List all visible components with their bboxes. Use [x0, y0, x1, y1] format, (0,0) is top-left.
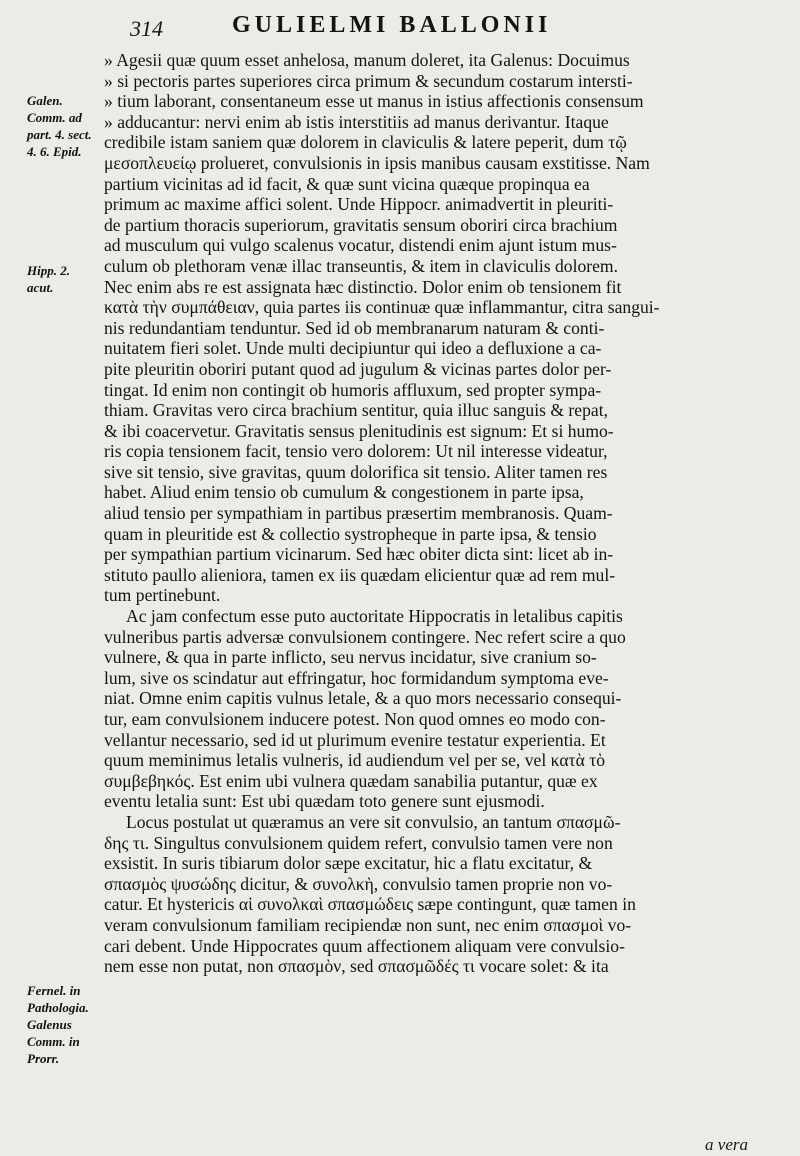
text-line: primum ac maxime affici solent. Unde Hippocr. animadvertit in pleuriti- — [104, 194, 614, 215]
text-line: quum meminimus letalis vulneris, id audiendum vel per se, vel κατὰ τὸ — [104, 750, 606, 771]
text-line: lum, sive os scindatur aut effringatur, hoc formidandum symptoma eve- — [104, 667, 609, 688]
text-line: de partium thoracis superiorum, gravitatis sensum oboriri circa brachium — [104, 214, 618, 235]
text-line: culum ob plethoram venæ illac transeuntis, & item in claviculis dolorem. — [104, 255, 619, 276]
text-line: stituto paullo alieniora, tamen ex iis quædam elicientur quæ ad rem mul- — [104, 564, 616, 585]
body-text — [104, 50, 772, 977]
text-line: » tium laborant, consentaneum esse ut manus in istius affectionis consensum — [104, 91, 644, 112]
running-head: GULIELMI BALLONII — [232, 12, 552, 38]
text-line: Locus postulat ut quæramus an vere sit convulsio, an tantum σπασμῶ- — [126, 811, 621, 832]
text-line: cari debent. Unde Hippocrates quum affectionem aliquam vere convulsio- — [104, 935, 625, 956]
text-line: δης τι. Singultus convulsionem quidem refert, convulsio tamen vere non — [104, 832, 613, 853]
text-line: nis redundantiam tenduntur. Sed id ob membranarum naturam & conti- — [104, 317, 605, 338]
text-line: eventu letalia sunt: Est ubi quædam toto genere sunt ejusmodi. — [104, 791, 545, 812]
text-line: catur. Et hystericis αἱ συνολκαὶ σπασμώδεις sæpe contingunt, quæ tamen in — [104, 894, 636, 915]
text-line: per sympathian partium vicinarum. Sed hæc obiter dicta sint: licet ab in- — [104, 544, 614, 565]
text-line: partium vicinitas ad id facit, & quæ sunt vicina quæque propinqua ea — [104, 173, 590, 194]
text-line: ad musculum qui vulgo scalenus vocatur, distendi enim ajunt istum mus- — [104, 235, 617, 256]
margin-note-hippocrates: Hipp. 2. acut. — [27, 263, 70, 295]
text-line: habet. Aliud enim tensio ob cumulum & congestionem in parte ipsa, — [104, 482, 584, 503]
text-line: tingat. Id enim non contingit ob humoris affluxum, sed propter sympa- — [104, 379, 602, 400]
text-line: exsistit. In suris tibiarum dolor sæpe excitatur, hic a flatu excitatur, & — [104, 853, 593, 874]
text-line: μεσοπλευείῳ prolueret, convulsionis in ipsis manibus causam exstitisse. Nam — [104, 152, 650, 173]
text-line: » adducantur: nervi enim ab istis interstitiis ad manus derivantur. Itaque — [104, 111, 609, 132]
text-line: σπασμὸς ψυσώδης dicitur, & συνολκὴ, convulsio tamen proprie non vo- — [104, 873, 613, 894]
text-line: quam in pleuritide est & collectio systropheque in parte ipsa, & tensio — [104, 523, 597, 544]
text-line: » si pectoris partes superiores circa primum & secundum costarum intersti- — [104, 70, 633, 91]
text-line: veram convulsionum familiam recipiendæ non sunt, nec enim σπασμοὶ vo- — [104, 914, 632, 935]
page-number: 314 — [130, 16, 163, 41]
text-line: & ibi coacervetur. Gravitatis sensus plenitudinis est signum: Et si humo- — [104, 420, 614, 441]
text-line: vulneribus partis adversæ convulsionem contingere. Nec refert scire a quo — [104, 626, 626, 647]
text-line: tum pertinebunt. — [104, 585, 221, 606]
text-line: thiam. Gravitas vero circa brachium sentitur, quia illuc sanguis & repat, — [104, 400, 608, 421]
catchword: a vera — [705, 1135, 748, 1154]
text-line: sive sit tensio, sive gravitas, quum dolorifica sit tensio. Aliter tamen res — [104, 461, 608, 482]
text-line: ris copia tensionem facit, tensio vero dolorem: Ut nil interesse videatur, — [104, 441, 608, 462]
text-line: κατὰ τὴν συμπάθειαν, quia partes iis continuæ quæ inflammantur, citra sangui- — [104, 297, 660, 318]
text-line: » Agesii quæ quum esset anhelosa, manum doleret, ita Galenus: Docuimus — [104, 50, 630, 70]
text-line: tur, eam convulsionem inducere potest. Non quod omnes eo modo con- — [104, 709, 606, 729]
text-line: niat. Omne enim capitis vulnus letale, & a quo mors necessario consequi- — [104, 688, 622, 709]
text-line: nuitatem fieri solet. Unde multi decipiuntur qui ideo a defluxione a ca- — [104, 338, 602, 359]
text-line: nem esse non putat, non σπασμὸν, sed σπασμῶδές τι vocare solet: & ita — [104, 956, 609, 977]
text-line: vulnere, & qua in parte inflicto, seu nervus incidatur, sive cranium so- — [104, 647, 597, 668]
text-line: aliud tensio per sympathiam in partibus præsertim membranosis. Quam- — [104, 503, 613, 524]
text-line: pite pleuritin oboriri putant quod ad jugulum & vicinas partes dolor per- — [104, 358, 612, 379]
page-header — [0, 10, 800, 44]
text-line: Nec enim abs re est assignata hæc distinctio. Dolor enim ob tensionem fit — [104, 276, 622, 297]
margin-note-fernel: Fernel. in Pathologia. Galenus Comm. in Prorr. — [27, 983, 89, 1066]
text-line: συμβεβηκός. Est enim ubi vulnera quædam sanabilia putantur, quæ ex — [104, 770, 598, 791]
margin-note-galen: Galen. Comm. ad part. 4. sect. 4. 6. Epid. — [27, 93, 92, 159]
text-line: credibile istam saniem quæ dolorem in claviculis & latere peperit, dum τῷ — [104, 132, 627, 153]
text-line: Ac jam confectum esse puto auctoritate Hippocratis in letalibus capitis — [126, 606, 623, 627]
text-line: vellantur necessario, sed id ut plurimum evenire testatur experientia. Et — [104, 729, 606, 750]
